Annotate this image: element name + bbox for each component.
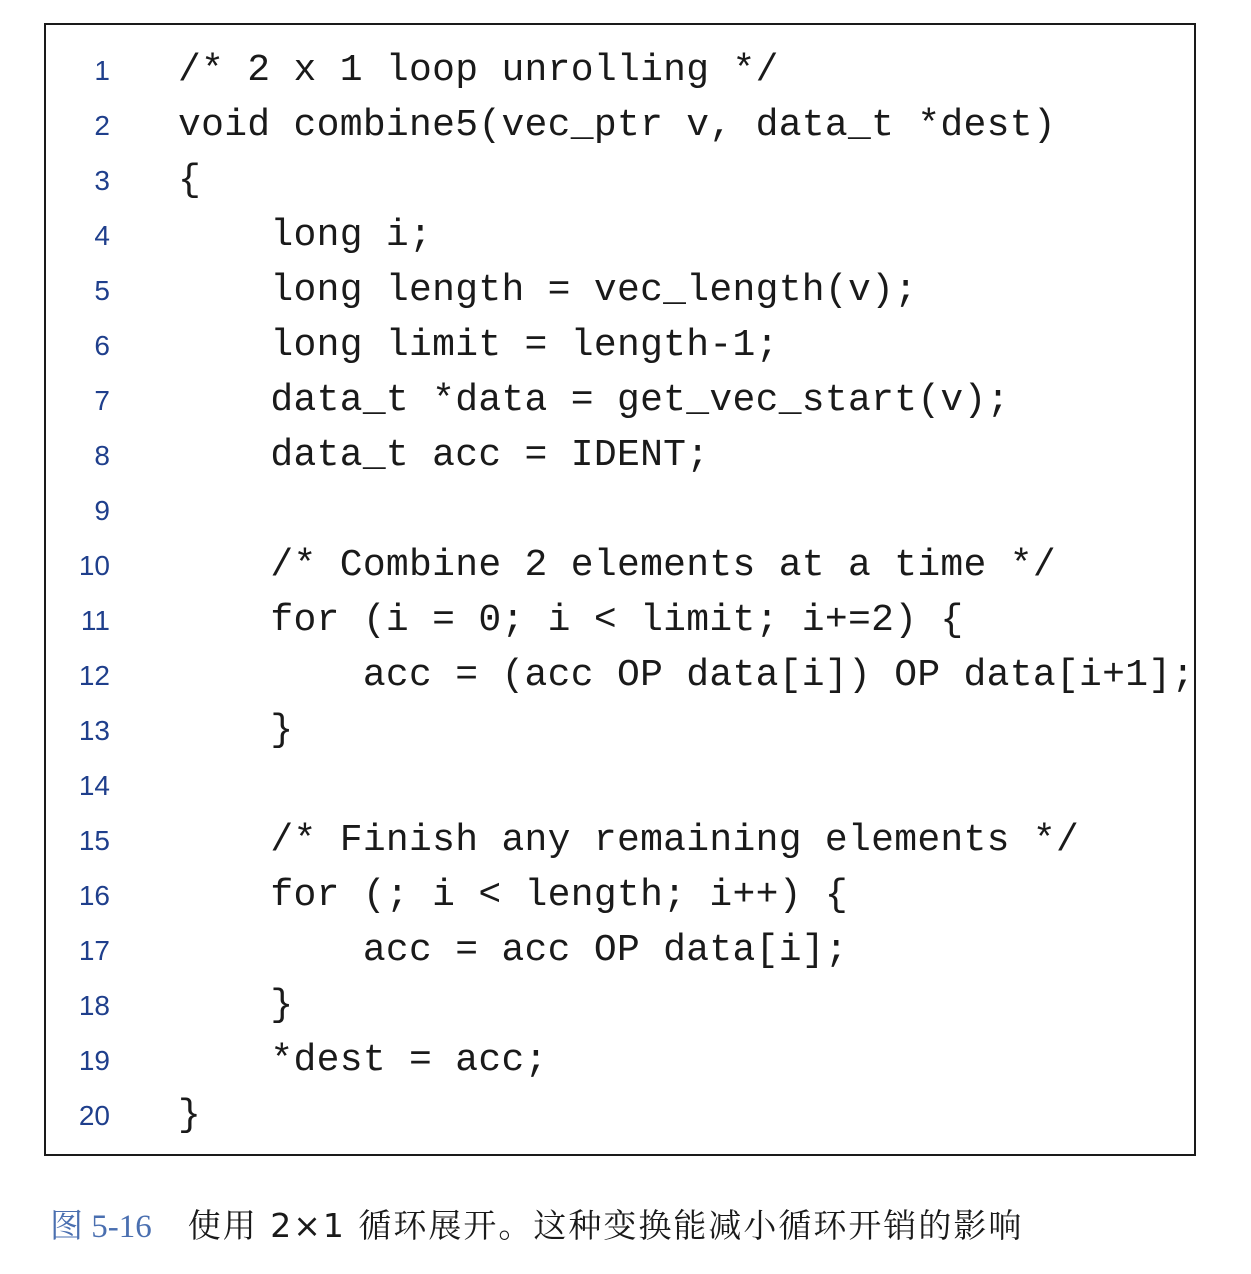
code-text: acc = acc OP data[i];: [178, 929, 849, 972]
line-number: 16: [78, 880, 110, 911]
code-text: /* Finish any remaining elements */: [178, 819, 1080, 862]
line-number: 19: [78, 1045, 110, 1076]
code-text: *dest = acc;: [178, 1039, 548, 1082]
line-number: 3: [94, 165, 110, 196]
code-listing: [44, 23, 1196, 1156]
code-line-3: [46, 153, 1194, 208]
code-line-7: [46, 373, 1194, 428]
line-number: 6: [94, 330, 110, 361]
code-line-4: [46, 208, 1194, 263]
code-text: {: [178, 159, 202, 202]
figure-caption-text: 使用 2×1 循环展开。这种变换能减小循环开销的影响: [187, 1206, 1024, 1245]
line-number: 20: [78, 1100, 110, 1131]
line-number: 13: [78, 715, 110, 746]
code-text: }: [178, 984, 294, 1027]
line-number: 12: [78, 660, 110, 691]
line-number: 5: [94, 275, 110, 306]
code-text: long limit = length-1;: [178, 324, 779, 367]
code-text: }: [178, 1094, 202, 1137]
code-line-14: [46, 758, 1194, 813]
line-number: 2: [94, 110, 110, 141]
code-line-6: [46, 318, 1194, 373]
code-line-15: [46, 813, 1194, 868]
line-number: 9: [94, 495, 110, 526]
code-line-9: [46, 483, 1194, 538]
code-text: void combine5(vec_ptr v, data_t *dest): [178, 104, 1056, 147]
code-line-13: [46, 703, 1194, 758]
code-line-16: [46, 868, 1194, 923]
code-text: /* Combine 2 elements at a time */: [178, 544, 1056, 587]
code-text: }: [178, 709, 294, 752]
line-number: 10: [78, 550, 110, 581]
code-line-18: [46, 978, 1194, 1033]
line-number: 14: [78, 770, 110, 801]
code-text: long length = vec_length(v);: [178, 269, 918, 312]
line-number: 11: [80, 605, 110, 636]
code-line-10: [46, 538, 1194, 593]
code-text: long i;: [178, 214, 433, 257]
code-text: data_t *data = get_vec_start(v);: [178, 379, 1010, 422]
code-line-2: [46, 98, 1194, 153]
line-number: 4: [94, 220, 110, 251]
code-line-19: [46, 1033, 1194, 1088]
line-number: 17: [78, 935, 110, 966]
code-line-1: [46, 43, 1194, 98]
line-number: 15: [78, 825, 110, 856]
line-number: 7: [94, 385, 110, 416]
code-text: /* 2 x 1 loop unrolling */: [178, 49, 779, 92]
code-line-12: [46, 648, 1194, 703]
code-text: for (i = 0; i < limit; i+=2) {: [178, 599, 964, 642]
line-number: 18: [78, 990, 110, 1021]
code-line-20: [46, 1088, 1194, 1143]
code-line-17: [46, 923, 1194, 978]
line-number: 8: [94, 440, 110, 471]
code-text: for (; i < length; i++) {: [178, 874, 849, 917]
figure-label: 图 5-16: [50, 1209, 152, 1245]
line-number: 1: [94, 55, 110, 86]
figure-caption: [50, 1204, 1023, 1248]
code-text: acc = (acc OP data[i]) OP data[i+1];: [178, 654, 1195, 697]
code-text: data_t acc = IDENT;: [178, 434, 710, 477]
code-line-8: [46, 428, 1194, 483]
code-line-5: [46, 263, 1194, 318]
code-line-11: [46, 593, 1194, 648]
